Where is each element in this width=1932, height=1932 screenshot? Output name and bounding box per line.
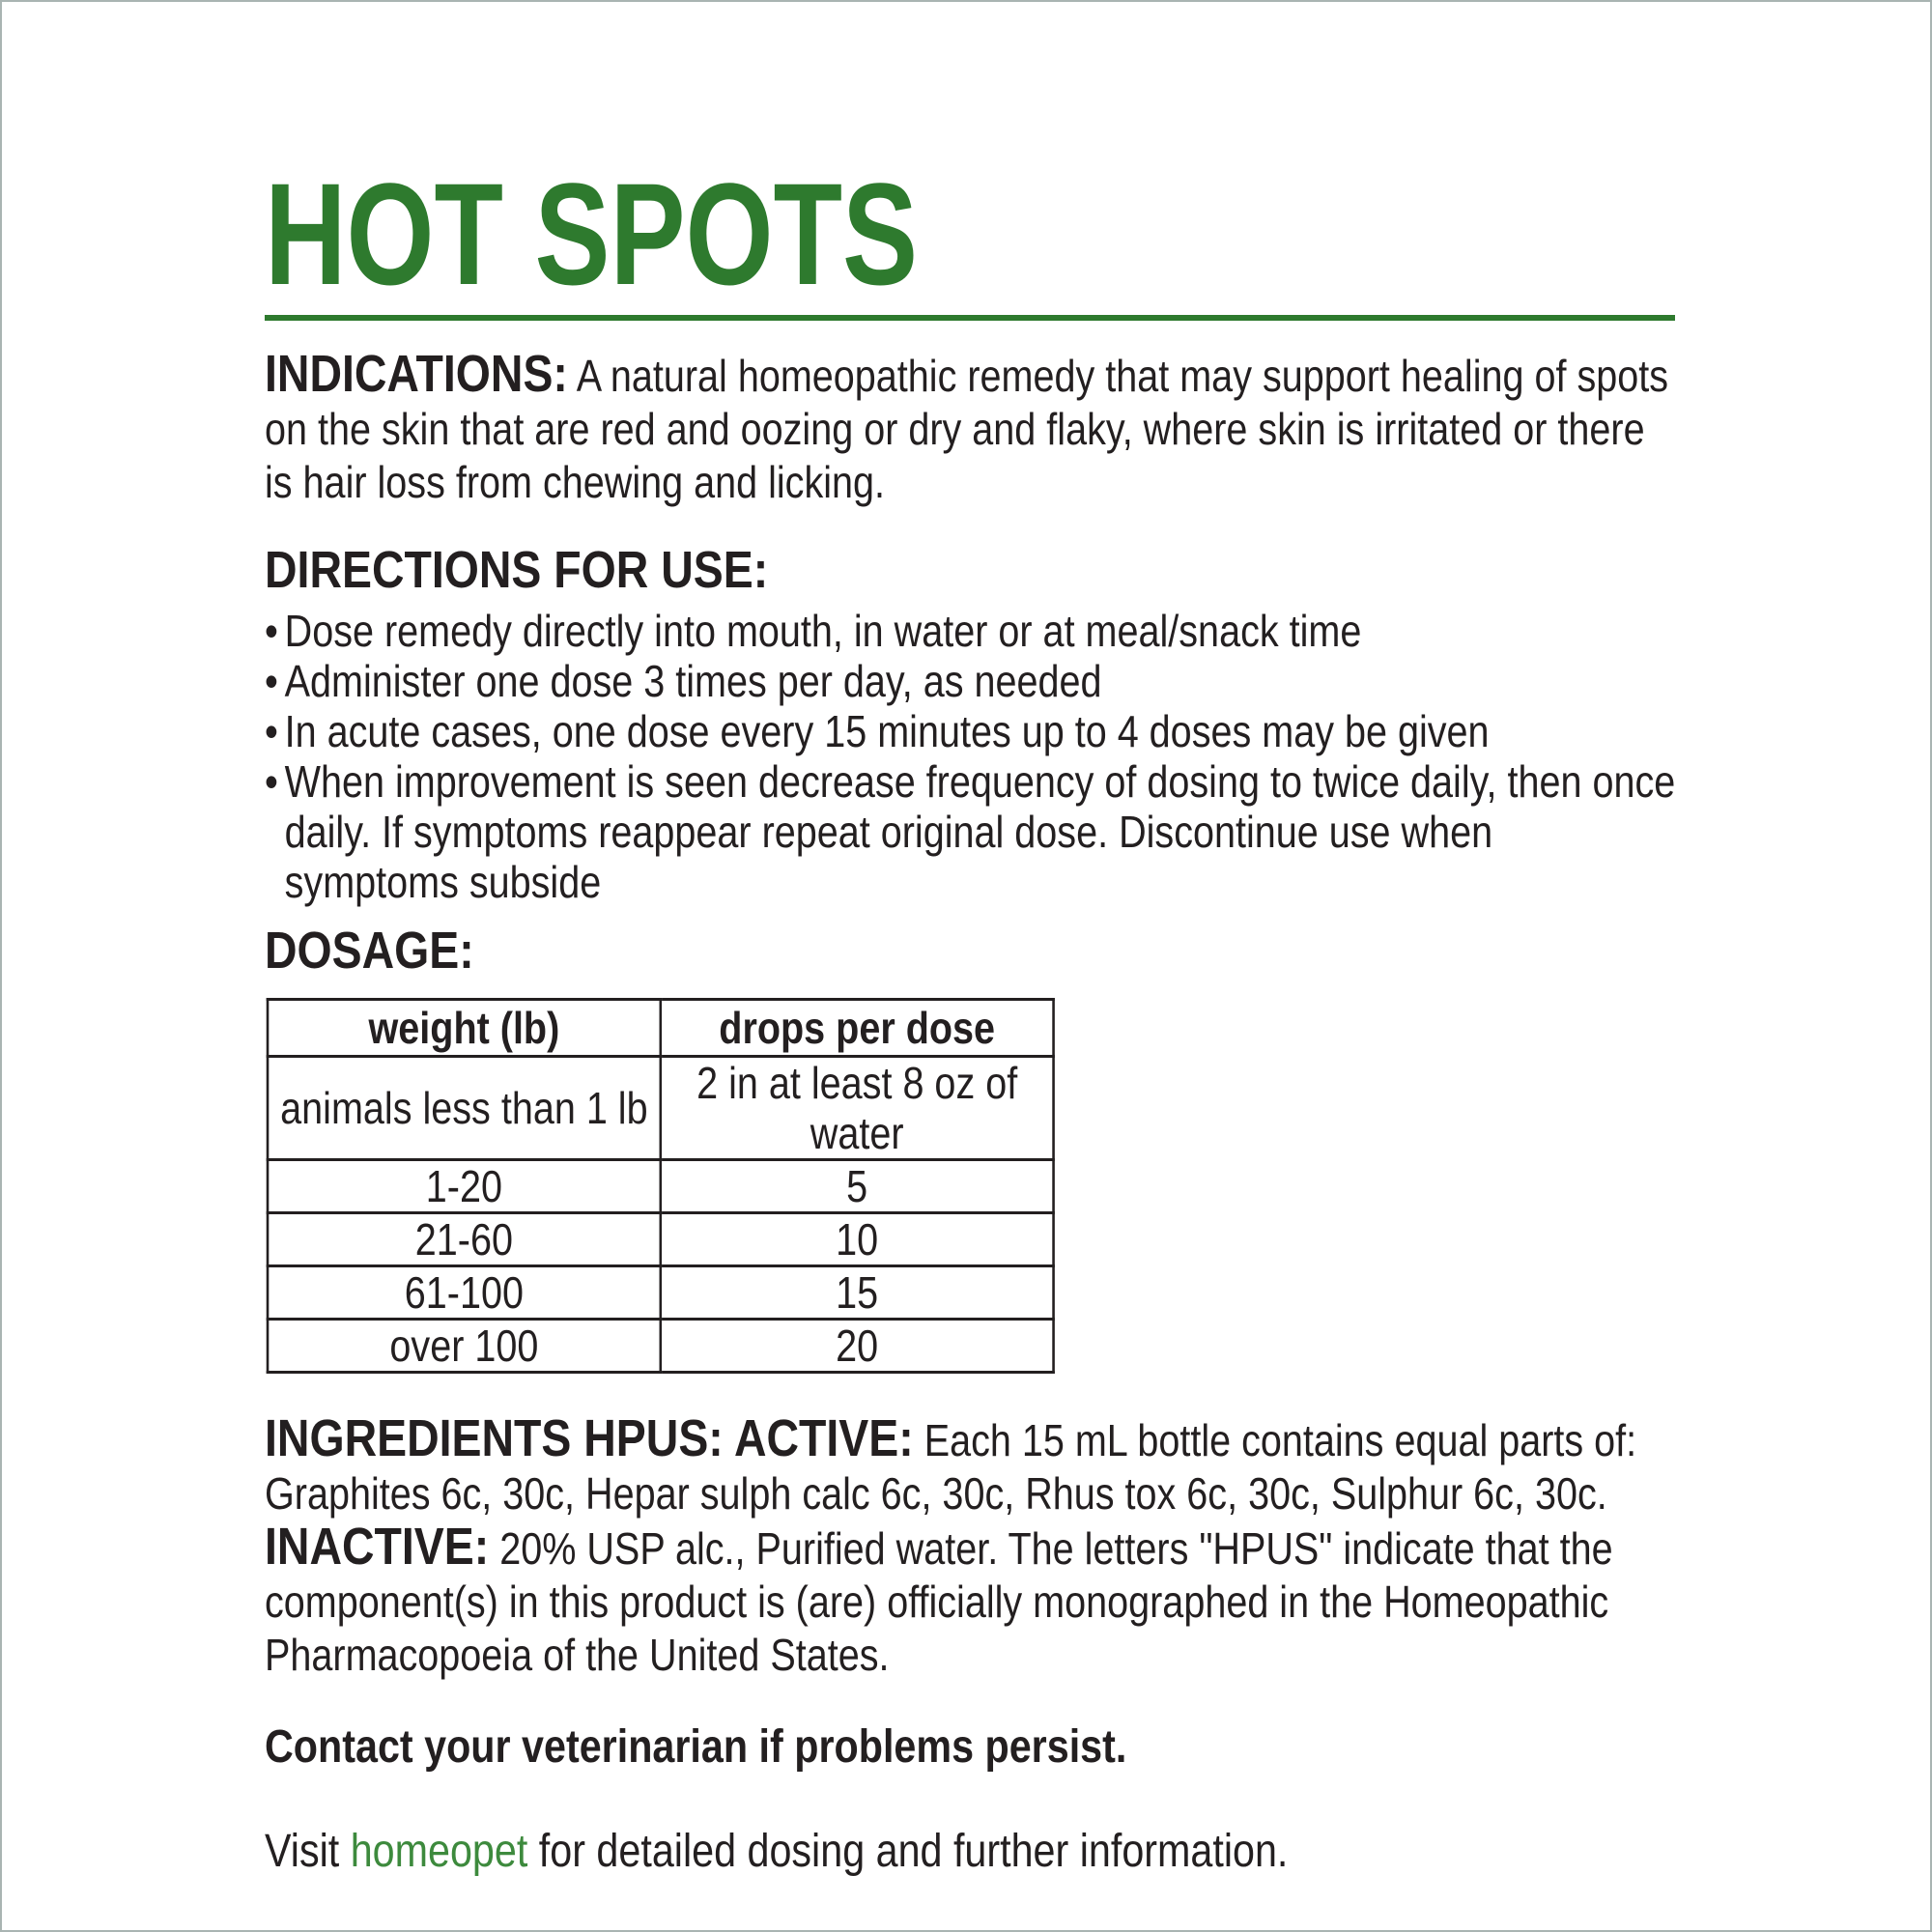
direction-text: Dose remedy directly into mouth, in water or at meal/snack time bbox=[284, 606, 1362, 656]
weight-cell: animals less than 1 lb bbox=[268, 1057, 661, 1160]
indications-label: INDICATIONS: bbox=[265, 345, 568, 403]
bullet-icon: • bbox=[265, 756, 278, 807]
inactive-ingredients-text: 20% USP alc., Purified water. The letters "HPUS" indicate that the component(s) in this product is (are) officially monographed in the Homeopathic Pharmacopoeia of the United States. bbox=[265, 1523, 1613, 1680]
list-item bbox=[265, 706, 1677, 756]
table-row bbox=[268, 1320, 1054, 1373]
directions-list bbox=[265, 606, 1677, 907]
table-row bbox=[268, 1057, 1054, 1160]
table-row bbox=[268, 1266, 1054, 1320]
drops-cell: 2 in at least 8 oz of water bbox=[661, 1057, 1054, 1160]
label-content bbox=[265, 153, 1676, 1927]
drops-cell: 10 bbox=[661, 1213, 1054, 1266]
visit-suffix: for detailed dosing and further information. bbox=[527, 1826, 1289, 1877]
directions-heading: DIRECTIONS FOR USE: bbox=[265, 541, 769, 599]
label-body bbox=[265, 345, 1677, 1881]
ingredients-text-block bbox=[265, 1409, 1677, 1682]
indications-text: A natural homeopathic remedy that may support healing of spots on the skin that are red and oozing or dry and flaky, where skin is irritated or there is hair loss from chewing and licking. bbox=[265, 351, 1669, 507]
dosage-heading: DOSAGE: bbox=[265, 922, 474, 980]
bullet-icon: • bbox=[265, 606, 278, 656]
column-header-drops: drops per dose bbox=[661, 1000, 1054, 1057]
bullet-icon: • bbox=[265, 656, 278, 706]
drops-cell: 15 bbox=[661, 1266, 1054, 1320]
drops-cell: 5 bbox=[661, 1160, 1054, 1213]
bullet-icon: • bbox=[265, 706, 278, 756]
column-header-weight: weight (lb) bbox=[268, 1000, 661, 1057]
weight-cell: 1-20 bbox=[268, 1160, 661, 1213]
title-divider bbox=[265, 315, 1675, 321]
visit-line bbox=[265, 1823, 1677, 1881]
inactive-ingredients-label: INACTIVE: bbox=[265, 1518, 490, 1576]
direction-text: When improvement is seen decrease frequency of dosing to twice daily, then once daily. If symptoms reappear repeat original dose. Discontinue use when symptoms subside bbox=[284, 756, 1676, 907]
list-item bbox=[265, 756, 1677, 907]
active-ingredients-label: INGREDIENTS HPUS: ACTIVE: bbox=[265, 1409, 914, 1467]
contact-vet-notice: Contact your veterinarian if problems persist. bbox=[265, 1721, 1127, 1773]
weight-cell: 21-60 bbox=[268, 1213, 661, 1266]
direction-text: In acute cases, one dose every 15 minutes up to 4 doses may be given bbox=[284, 706, 1490, 756]
ingredients-section bbox=[265, 1409, 1677, 1682]
product-title: HOT SPOTS bbox=[265, 153, 919, 315]
table-row bbox=[268, 1160, 1054, 1213]
drops-cell: 20 bbox=[661, 1320, 1054, 1373]
visit-prefix: Visit bbox=[265, 1826, 351, 1877]
homeopet-link[interactable]: homeopet bbox=[350, 1826, 528, 1877]
weight-cell: over 100 bbox=[268, 1320, 661, 1373]
indications-section bbox=[265, 345, 1677, 509]
weight-cell: 61-100 bbox=[268, 1266, 661, 1320]
active-ingredients-text: Each 15 mL bottle contains equal parts of: Graphites 6c, 30c, Hepar sulph calc 6c, 30c, Rhus tox 6c, 30c, Sulphur 6c, 30c. bbox=[265, 1415, 1637, 1519]
list-item bbox=[265, 656, 1677, 706]
table-header-row bbox=[268, 1000, 1054, 1057]
direction-text: Administer one dose 3 times per day, as needed bbox=[284, 656, 1102, 706]
table-row bbox=[268, 1213, 1054, 1266]
list-item bbox=[265, 606, 1677, 656]
dosage-table bbox=[267, 998, 1055, 1374]
